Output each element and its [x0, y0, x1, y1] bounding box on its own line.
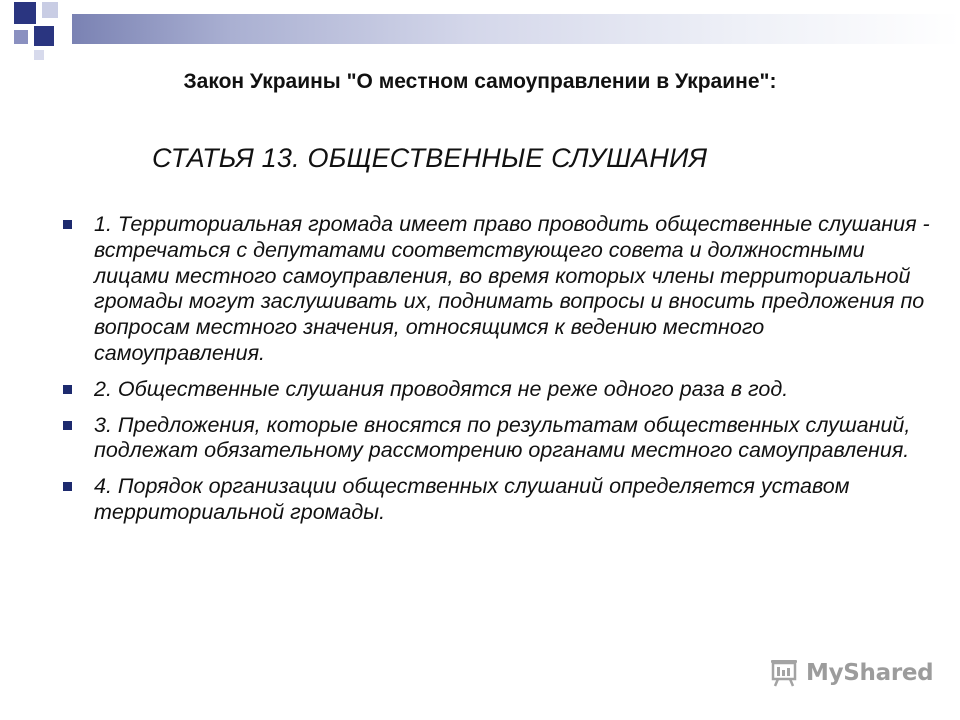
list-item — [60, 377, 930, 403]
header-decoration-square-dark-small — [34, 26, 54, 46]
watermark-text: MyShared — [806, 660, 934, 686]
header-decoration-square-pale — [34, 50, 44, 60]
header-decoration-square-dark — [14, 2, 36, 24]
list-item-text: 1. Территориальная громада имеет право проводить общественные слушания - встречаться с депутатами соответствующего совета и должностными лицами местного самоуправления, во время которых члены территориальной громады могут заслушивать их, поднимать вопросы и вносить предложения по вопросам местного значения, относящимся к ведению местного самоуправления. — [94, 212, 930, 365]
list-item — [60, 474, 930, 526]
slide-subtitle: СТАТЬЯ 13. ОБЩЕСТВЕННЫЕ СЛУШАНИЯ — [152, 143, 708, 173]
list-item-text: 3. Предложения, которые вносятся по результатам общественных слушаний, подлежат обязательному рассмотрению органами местного самоуправления. — [94, 412, 911, 463]
header-gradient-bar — [72, 14, 960, 44]
slide-title: Закон Украины "О местном самоуправлении в Украине": — [183, 70, 777, 93]
list-item — [60, 212, 930, 367]
header-decoration-square-light — [42, 2, 58, 18]
watermark — [768, 656, 933, 690]
square-bullet-icon — [63, 220, 72, 229]
square-bullet-icon — [63, 385, 72, 394]
header-decoration-square-mid — [14, 30, 28, 44]
presentation-board-icon — [768, 658, 800, 688]
list-item — [60, 413, 930, 465]
square-bullet-icon — [63, 421, 72, 430]
list-item-text: 2. Общественные слушания проводятся не реже одного раза в год. — [94, 376, 789, 401]
list-item-text: 4. Порядок организации общественных слушаний определяется уставом территориальной громады. — [94, 474, 850, 524]
square-bullet-icon — [63, 482, 72, 491]
bullet-list — [60, 212, 930, 536]
